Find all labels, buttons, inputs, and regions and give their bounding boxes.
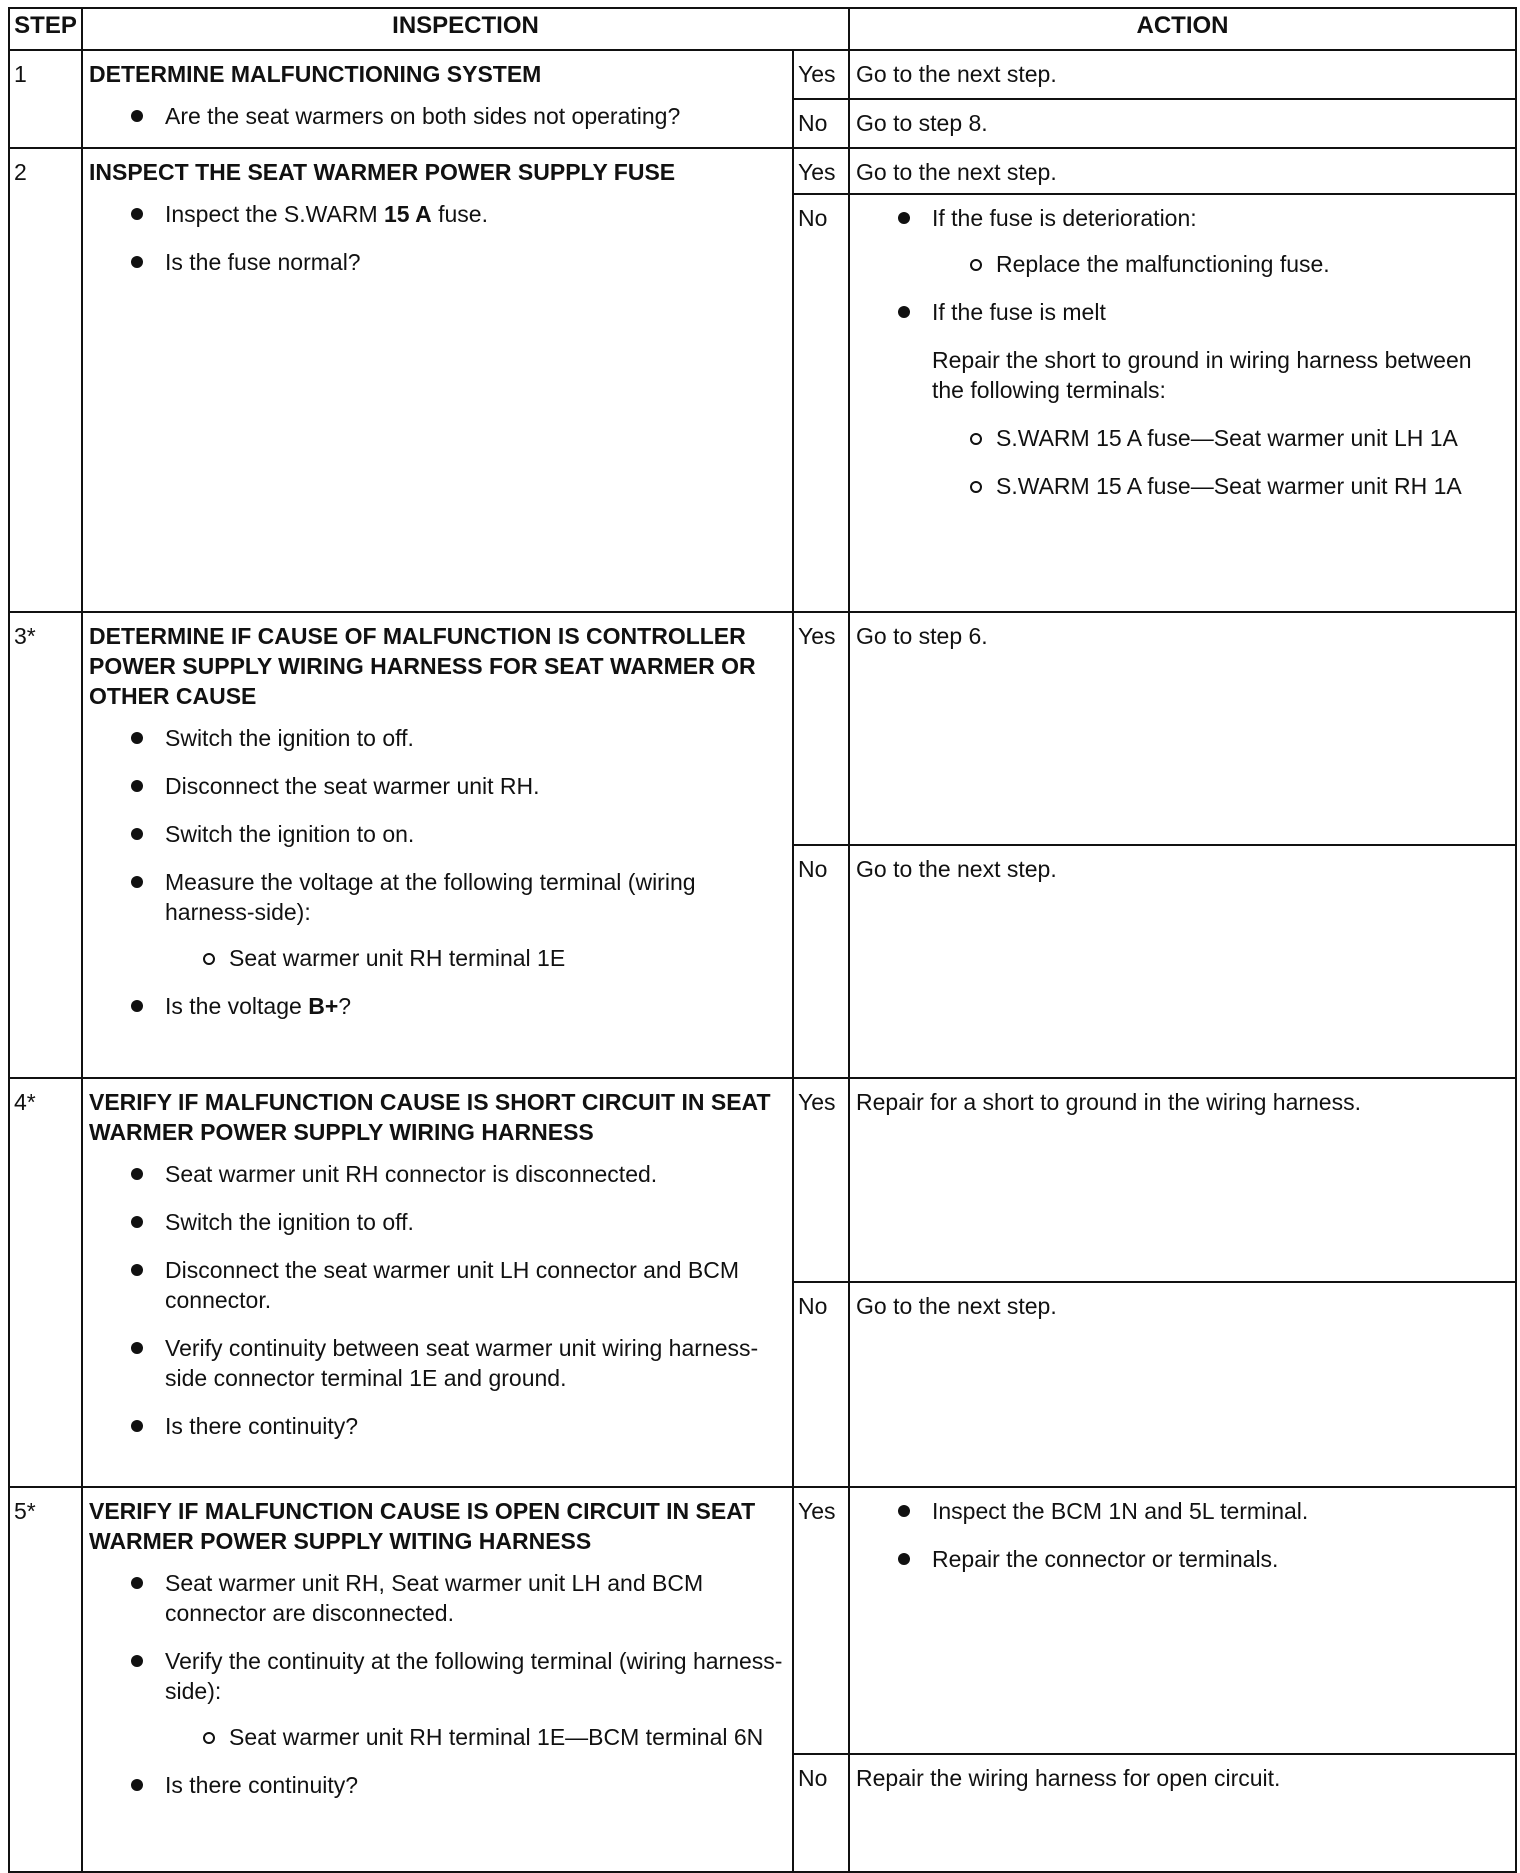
action-item: If the fuse is deterioration: Replace the malfunctioning fuse. — [856, 203, 1507, 279]
yes-action: Repair for a short to ground in the wiring harness. — [849, 1078, 1516, 1282]
yes-label: Yes — [793, 1487, 849, 1754]
step-number: 1 — [9, 50, 82, 148]
inspection-item: Seat warmer unit RH, Seat warmer unit LH and BCM connector are disconnected. — [89, 1568, 784, 1628]
action-subitem: S.WARM 15 A fuse—Seat warmer unit RH 1A — [932, 471, 1507, 501]
inspection-item: Verify continuity between seat warmer unit wiring harness-side connector terminal 1E and ground. — [89, 1333, 784, 1393]
step-title: INSPECT THE SEAT WARMER POWER SUPPLY FUSE — [89, 159, 676, 185]
step-1-inspection — [82, 50, 793, 148]
inspection-item: Is the fuse normal? — [89, 247, 784, 277]
step-2-row — [9, 148, 1516, 194]
header-step: STEP — [9, 8, 82, 50]
inspection-subitem: Seat warmer unit RH terminal 1E — [165, 943, 784, 973]
inspection-item: Switch the ignition to on. — [89, 819, 784, 849]
step-2-inspection — [82, 148, 793, 612]
header-inspection: INSPECTION — [82, 8, 849, 50]
step-number: 2 — [9, 148, 82, 612]
no-label: No — [793, 99, 849, 148]
yes-label: Yes — [793, 1078, 849, 1282]
yes-action: Go to the next step. — [849, 148, 1516, 194]
no-label: No — [793, 1754, 849, 1872]
yes-label: Yes — [793, 50, 849, 99]
header-action: ACTION — [849, 8, 1516, 50]
yes-label: Yes — [793, 148, 849, 194]
inspection-item: Verify the continuity at the following terminal (wiring harness-side): Seat warmer unit RH terminal 1E—BCM terminal 6N — [89, 1646, 784, 1752]
no-action: Repair the wiring harness for open circuit. — [849, 1754, 1516, 1872]
action-subitem: Replace the malfunctioning fuse. — [932, 249, 1507, 279]
yes-label: Yes — [793, 612, 849, 845]
step-title: DETERMINE IF CAUSE OF MALFUNCTION IS CONTROLLER POWER SUPPLY WIRING HARNESS FOR SEAT WARMER OR OTHER CAUSE — [89, 623, 756, 709]
yes-action: Go to step 6. — [849, 612, 1516, 845]
step-title: VERIFY IF MALFUNCTION CAUSE IS OPEN CIRCUIT IN SEAT WARMER POWER SUPPLY WITING HARNESS — [89, 1498, 756, 1554]
action-item: Repair the connector or terminals. — [856, 1544, 1507, 1574]
yes-action: Go to the next step. — [849, 50, 1516, 99]
step-5-inspection — [82, 1487, 793, 1872]
yes-action — [849, 1487, 1516, 1754]
no-label: No — [793, 194, 849, 612]
action-paragraph: Repair the short to ground in wiring harness between the following terminals: — [932, 347, 1472, 403]
inspection-item: Switch the ignition to off. — [89, 1207, 784, 1237]
step-5-row — [9, 1487, 1516, 1754]
step-3-inspection — [82, 612, 793, 1078]
step-4-row — [9, 1078, 1516, 1282]
action-item: If the fuse is melt — [856, 297, 1507, 327]
step-title: DETERMINE MALFUNCTIONING SYSTEM — [89, 61, 542, 87]
inspection-item: Inspect the S.WARM 15 A fuse. — [89, 199, 784, 229]
action-item: Inspect the BCM 1N and 5L terminal. — [856, 1496, 1507, 1526]
no-label: No — [793, 845, 849, 1078]
inspection-item: Seat warmer unit RH connector is disconnected. — [89, 1159, 784, 1189]
inspection-item: Switch the ignition to off. — [89, 723, 784, 753]
header-row — [9, 8, 1516, 50]
inspection-item: Are the seat warmers on both sides not operating? — [89, 101, 784, 131]
step-number: 5* — [9, 1487, 82, 1872]
step-4-inspection — [82, 1078, 793, 1487]
no-action: Go to step 8. — [849, 99, 1516, 148]
no-label: No — [793, 1282, 849, 1487]
inspection-item: Disconnect the seat warmer unit RH. — [89, 771, 784, 801]
step-3-row — [9, 612, 1516, 845]
step-1-row — [9, 50, 1516, 99]
inspection-item: Measure the voltage at the following terminal (wiring harness-side): Seat warmer unit RH terminal 1E — [89, 867, 784, 973]
step-title: VERIFY IF MALFUNCTION CAUSE IS SHORT CIRCUIT IN SEAT WARMER POWER SUPPLY WIRING HARNESS — [89, 1089, 771, 1145]
inspection-item: Disconnect the seat warmer unit LH connector and BCM connector. — [89, 1255, 784, 1315]
no-action: Go to the next step. — [849, 845, 1516, 1078]
step-number: 3* — [9, 612, 82, 1078]
inspection-item: Is the voltage B+? — [89, 991, 784, 1021]
inspection-subitem: Seat warmer unit RH terminal 1E—BCM terminal 6N — [165, 1722, 784, 1752]
action-subitem: S.WARM 15 A fuse—Seat warmer unit LH 1A — [932, 423, 1507, 453]
step-number: 4* — [9, 1078, 82, 1487]
diagnostic-table — [8, 7, 1517, 1873]
inspection-item: Is there continuity? — [89, 1770, 784, 1800]
inspection-item: Is there continuity? — [89, 1411, 784, 1441]
no-action — [849, 194, 1516, 612]
no-action: Go to the next step. — [849, 1282, 1516, 1487]
